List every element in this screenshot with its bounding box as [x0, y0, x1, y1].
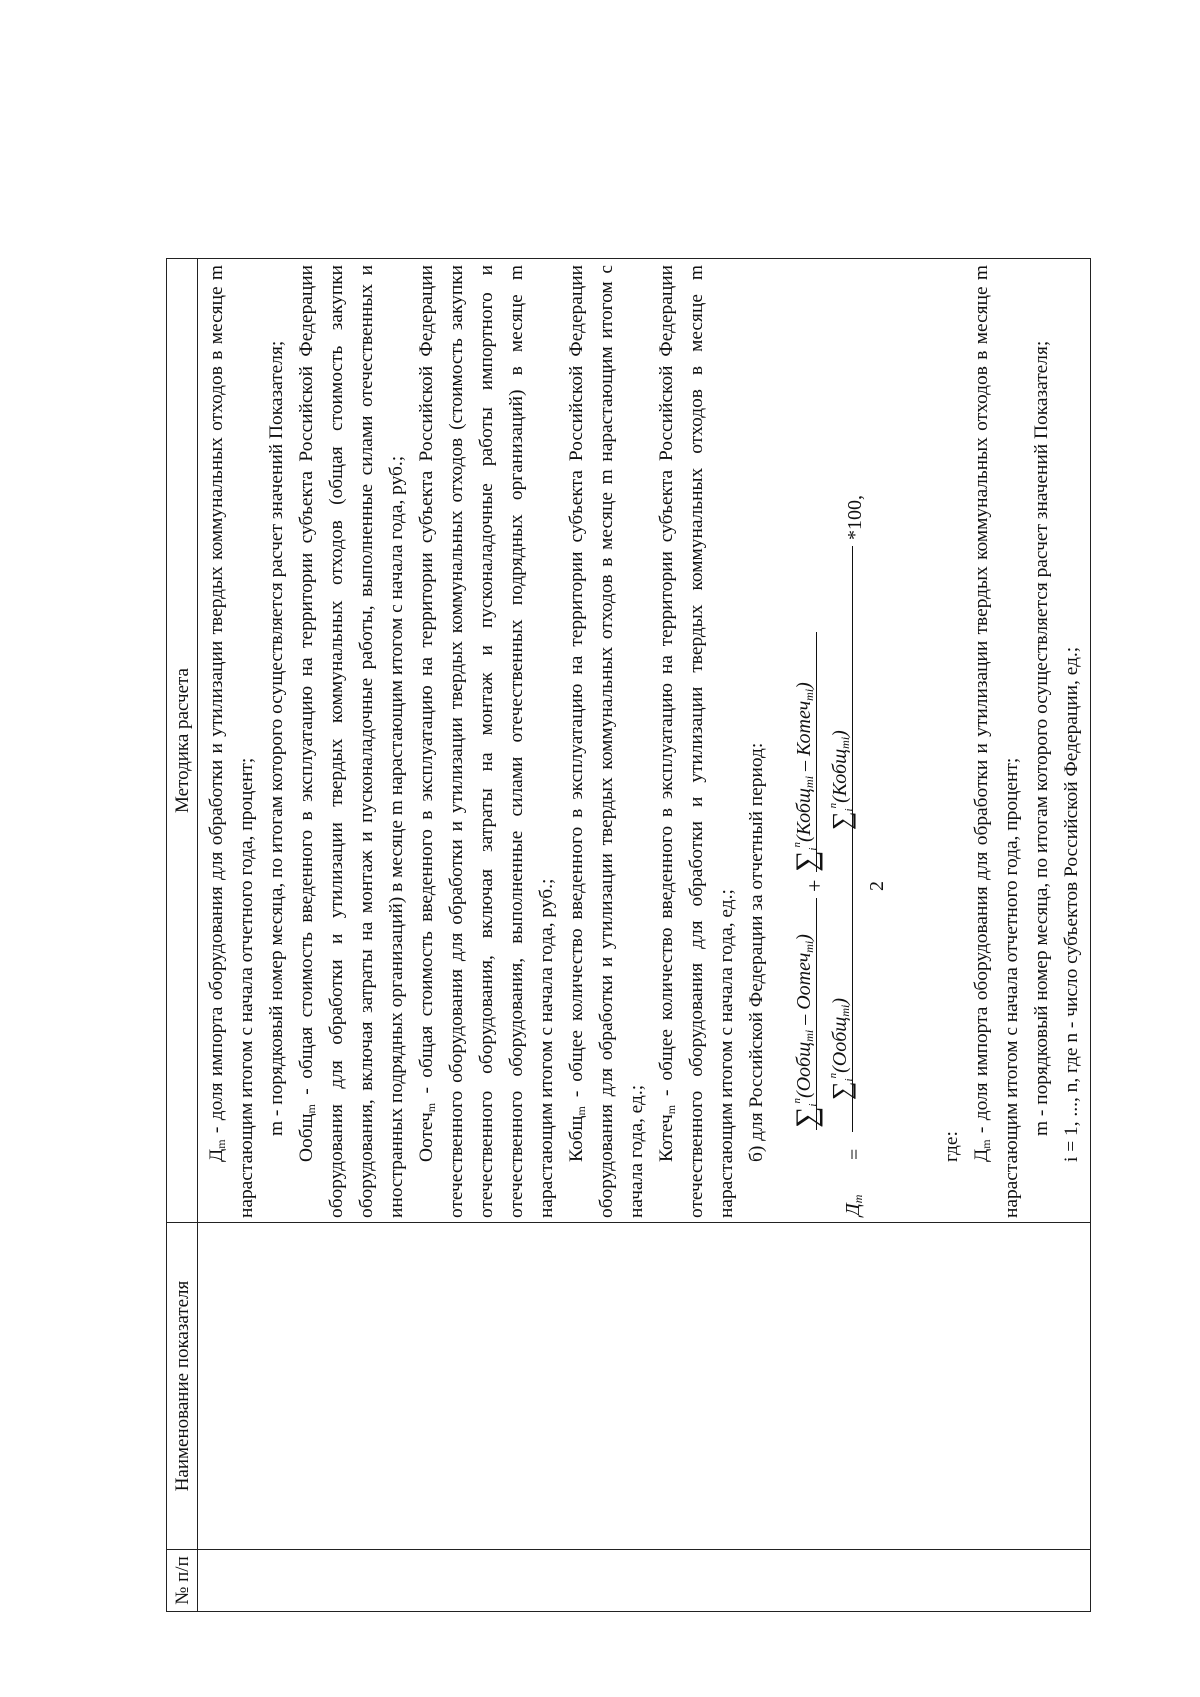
var-dm-2: $Д_m$: [971, 1139, 993, 1162]
cell-indicator-name: [198, 1223, 1091, 1550]
cell-calculation-method: [198, 259, 1091, 1223]
def-dm-2: $Д_m$ - доля импорта оборудования для обработки и утилизации твердых коммунальных отходов в месяце m нарастающим итогом с начала отчетного года, процент;: [971, 265, 1022, 1218]
def-ootech: Оотеч$_m$ - общая стоимость введенного в эксплуатацию на территории субъекта Российской Федерации отечественного оборудования для обработки и утилизации твердых коммунальных отходов (стоимость закупки отечественного оборудования, включая затраты на монтаж и пусконаладочные работы импортного и отечественного оборудования, выполненные силами отечественных подрядных организаций) в месяце m нарастающим итогом с начала года, руб.;: [416, 265, 557, 1218]
formula-russia: [778, 265, 933, 1218]
formula-factor: *100,: [844, 495, 866, 540]
table-header-row: [167, 259, 198, 1612]
cell-num: [198, 1550, 1091, 1612]
formula-bar-a: [816, 898, 817, 1130]
formula-equals: =: [844, 1148, 866, 1160]
where-label: где:: [941, 1131, 962, 1162]
formula-plus: +: [802, 879, 827, 892]
var-kotech: Котеч$_m$: [656, 1104, 678, 1162]
formula-bar-b: [816, 632, 817, 872]
def-kobsh: Кобщ$_m$ - общее количество введенного в эксплуатацию на территории субъекта Российской Федерации оборудования для обработки и утилизации твердых коммунальных отходов в месяце m нарастающим итогом с начала года, ед.;: [566, 265, 647, 1218]
def-dm: $Д_m$ - доля импорта оборудования для обработки и утилизации твердых коммунальных отходов в месяце m нарастающим итогом с начала отчетного года, процент;: [206, 265, 257, 1218]
def-m-2: m - порядковый номер месяца, по итогам которого осуществляется расчет значений Показателя;: [1031, 340, 1052, 1136]
def-kotech: Котеч$_m$ - общее количество введенного в эксплуатацию на территории субъекта Российской Федерации отечественного оборудования для обработки и утилизации твердых коммунальных отходов в месяце m нарастающим итогом с начала года, ед.;: [656, 265, 737, 1218]
var-oobsh: Оoбщ$_m$: [296, 1104, 318, 1162]
formula-num-b: $\sum_i^n(Кобщ_{mi}$ – Котеч$_{mi}$): [790, 682, 823, 872]
header-indicator-name: Наименование показателя: [167, 1223, 198, 1550]
header-num: № п/п: [167, 1550, 198, 1612]
def-oobsh: Оoбщ$_m$ - общая стоимость введенного в эксплуатацию на территории субъекта Российской Федерации оборудования для обработки и утилизации твердых коммунальных отходов (общая стоимость закупки оборудования, включая затраты на монтаж и пусконаладочные работы, выполненные силами отечественных и иностранных подрядных организаций) в месяце m нарастающим итогом с начала года, руб.;: [296, 265, 407, 1218]
var-kobsh: Кобщ$_m$: [566, 1106, 588, 1162]
formula-divisor: 2: [866, 881, 888, 891]
rotated-page: [35, 201, 1167, 1679]
var-ootech: Оотеч$_m$: [416, 1102, 438, 1162]
table-row: [198, 259, 1091, 1612]
case-b-heading: б) для Российской Федерации за отчетный период:: [746, 742, 767, 1162]
formula-num-a: $\sum_i^n(Оoбщ_{mi}$ – Оотеч$_{mi}$): [790, 934, 823, 1128]
formula-den-a: $\sum_i^n(Оoбщ_{mi})$: [827, 997, 856, 1100]
formula-den-b: $\sum_i^n(Кобщ_{mi})$: [827, 730, 856, 830]
def-m: m - порядковый номер месяца, по итогам которого осуществляется расчет значений Показателя;: [266, 340, 287, 1136]
method-text: [202, 265, 1087, 1218]
def-i: i = 1, ..., n, где n - число субъектов Российской Федерации, ед.;: [1061, 646, 1082, 1162]
formula-lhs: $Д_m$: [842, 1194, 865, 1216]
header-calculation-method: Методика расчета: [167, 259, 198, 1223]
methodology-table: [166, 258, 1091, 1612]
var-dm: $Д_m$: [206, 1139, 228, 1162]
